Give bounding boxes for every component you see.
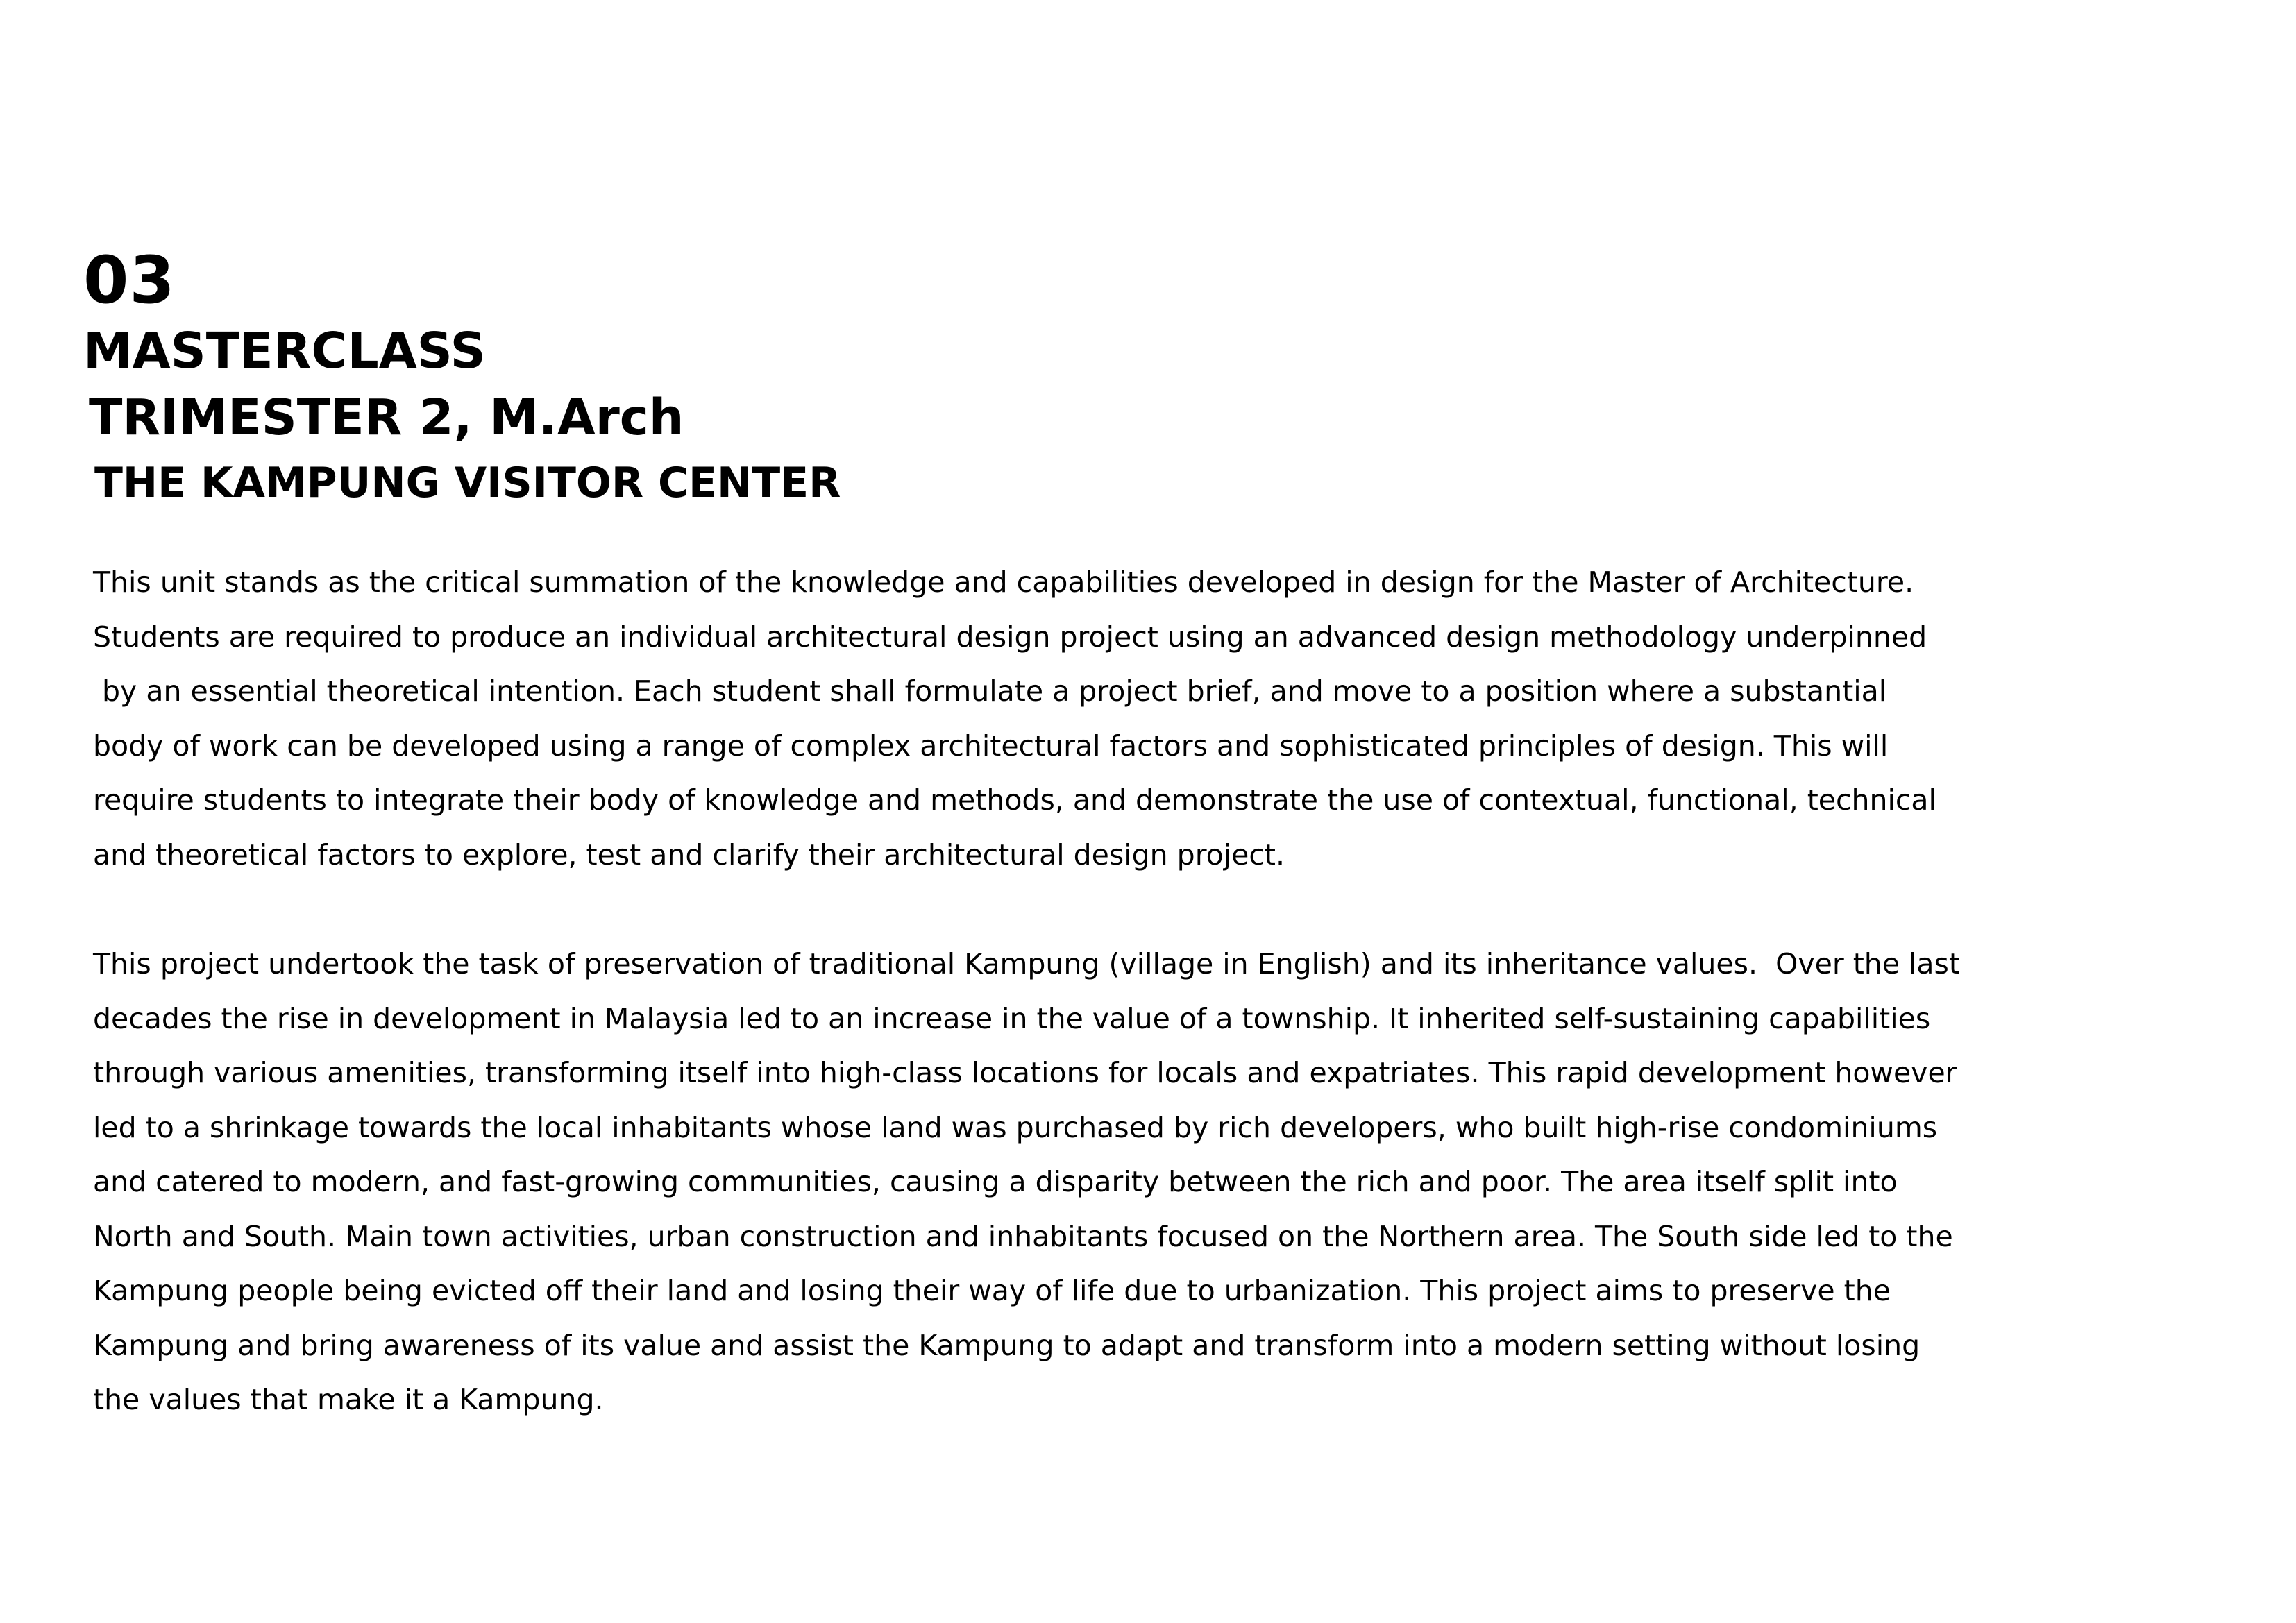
text-line: Students are required to produce an individual architectural design project using an advanced design methodology underpinned bbox=[93, 620, 1927, 654]
text-line: Kampung and bring awareness of its value and assist the Kampung to adapt and transform into a modern setting without losing bbox=[93, 1328, 1921, 1362]
text-line: North and South. Main town activities, urban construction and inhabitants focused on the Northern area. The South side led to the bbox=[93, 1219, 1953, 1253]
text-line: by an essential theoretical intention. Each student shall formulate a project brief, and move to a position where a substantial bbox=[93, 674, 1887, 708]
text-line: body of work can be developed using a range of complex architectural factors and sophisticated principles of design. This will bbox=[93, 729, 1889, 763]
text-line: require students to integrate their body of knowledge and methods, and demonstrate the use of contextual, functional, technical bbox=[93, 783, 1936, 817]
text-line: This project undertook the task of preservation of traditional Kampung (village in English) and its inheritance values. Over the last bbox=[93, 947, 1960, 980]
text-line: and theoretical factors to explore, test and clarify their architectural design project. bbox=[93, 838, 1285, 872]
page-subtitle: TRIMESTER 2, M.Arch bbox=[89, 389, 684, 446]
text-line: This unit stands as the critical summation of the knowledge and capabilities developed in design for the Master of Architecture. bbox=[93, 566, 1914, 599]
paragraph-project-description bbox=[93, 937, 2210, 1427]
paragraph-spacer bbox=[93, 882, 2210, 937]
page-header bbox=[83, 244, 1749, 515]
paragraph-unit-description bbox=[93, 555, 2210, 882]
page-title: MASTERCLASS bbox=[83, 322, 486, 380]
text-line: Kampung people being evicted off their land and losing their way of life due to urbanization. This project aims to preserve the bbox=[93, 1274, 1891, 1307]
body-text bbox=[93, 555, 2210, 1427]
text-line: decades the rise in development in Malaysia led to an increase in the value of a township. It inherited self-sustaining capabilities bbox=[93, 1001, 1931, 1035]
section-number: 03 bbox=[83, 243, 176, 318]
text-line: led to a shrinkage towards the local inhabitants whose land was purchased by rich developers, who built high-rise condominiums bbox=[93, 1110, 1938, 1144]
text-line: the values that make it a Kampung. bbox=[93, 1383, 604, 1416]
project-title: THE KAMPUNG VISITOR CENTER bbox=[94, 459, 841, 507]
text-line: and catered to modern, and fast-growing communities, causing a disparity between the rich and poor. The area itself split into bbox=[93, 1165, 1898, 1198]
text-line: through various amenities, transforming itself into high-class locations for locals and expatriates. This rapid development however bbox=[93, 1056, 1957, 1089]
